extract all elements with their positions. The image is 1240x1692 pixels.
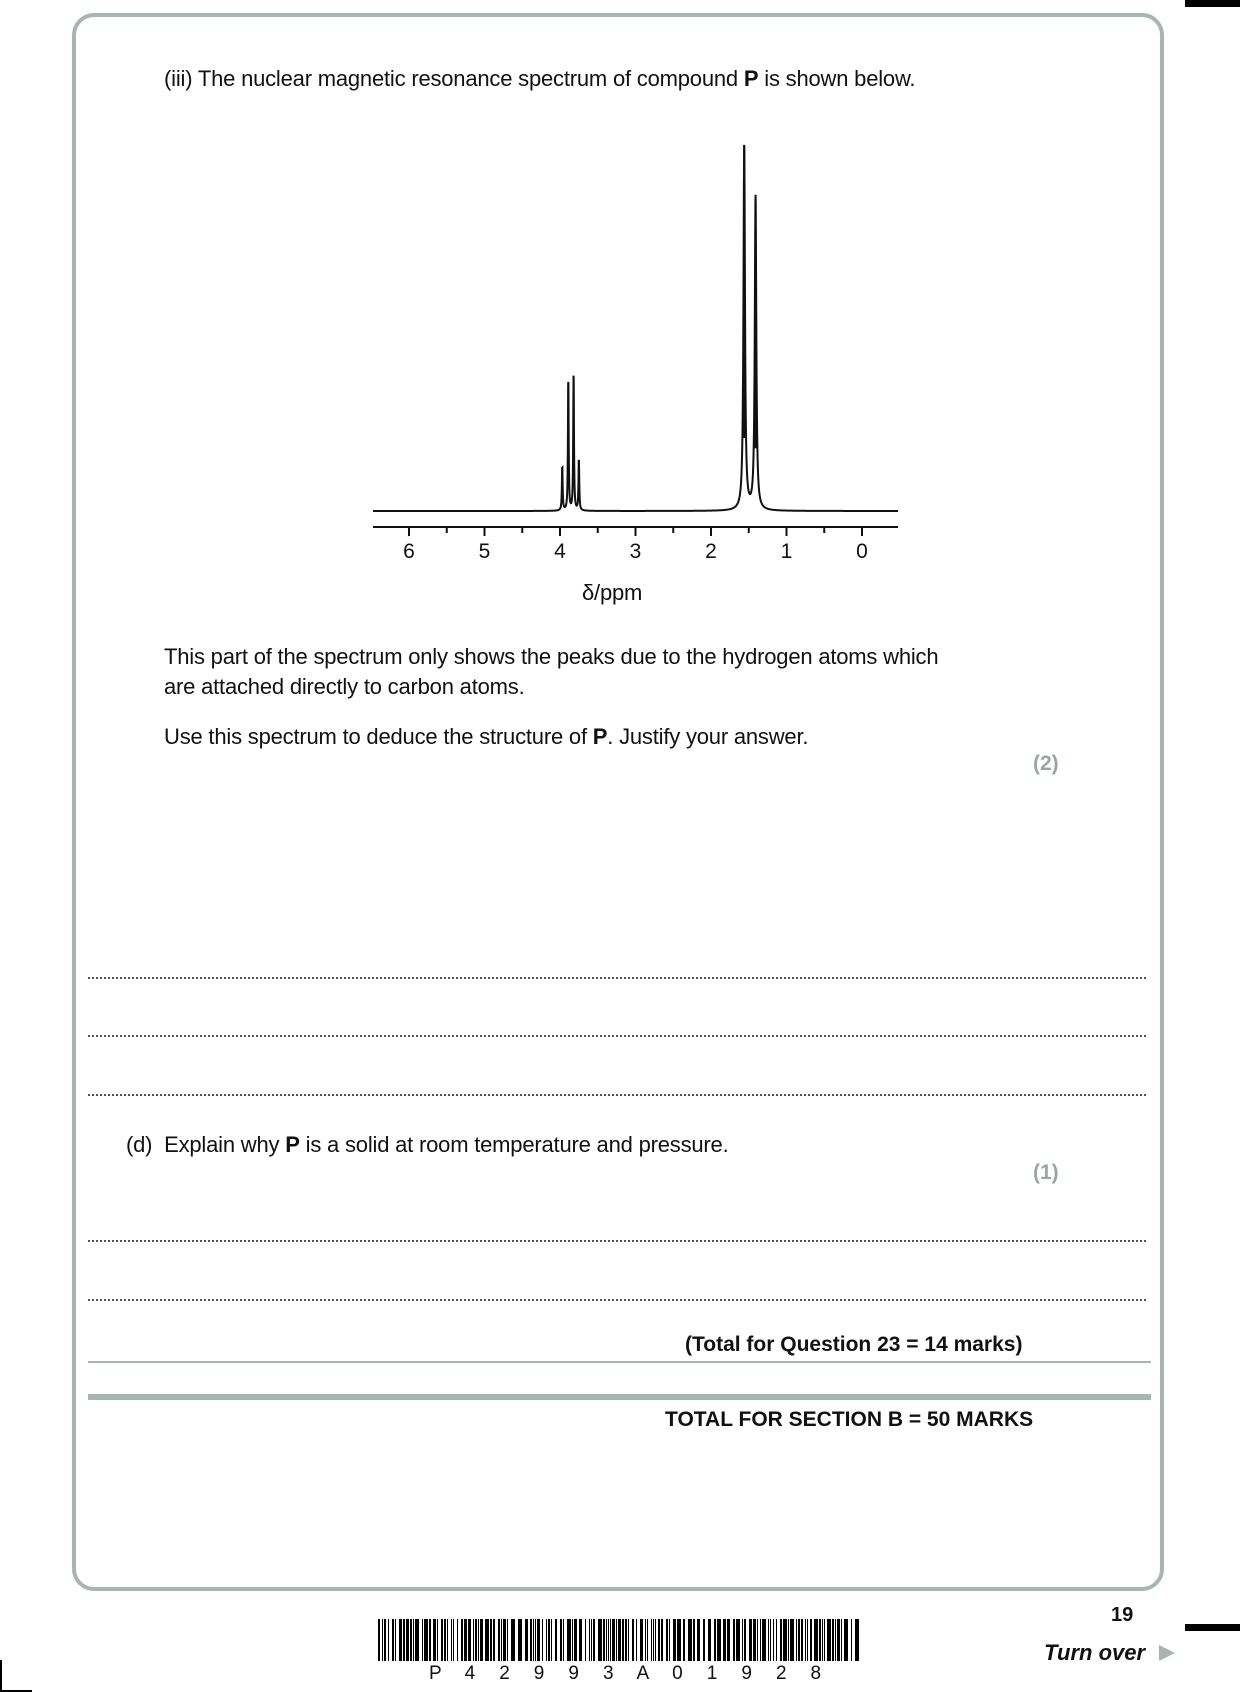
- registration-mark: [1185, 1624, 1240, 1631]
- turn-over-arrow-icon: [1157, 1643, 1177, 1663]
- answer-line[interactable]: [88, 977, 1146, 979]
- answer-line[interactable]: [88, 1035, 1146, 1037]
- total-for-question: (Total for Question 23 = 14 marks): [685, 1333, 1023, 1356]
- nmr-plot: [370, 130, 910, 610]
- spectrum-note: This part of the spectrum only shows the peaks due to the hydrogen atoms which are attached directly to carbon atoms.: [164, 644, 939, 699]
- total-for-section: TOTAL FOR SECTION B = 50 MARKS: [665, 1408, 1034, 1431]
- deduce-instruction: Use this spectrum to deduce the structure of P. Justify your answer.: [164, 724, 809, 749]
- part-label: (iii): [164, 66, 193, 91]
- part-label: (d): [126, 1132, 153, 1157]
- tick-label: 4: [554, 540, 566, 563]
- barcode-char: 9: [533, 1663, 545, 1684]
- x-axis-label: δ/ppm: [582, 580, 643, 605]
- divider-thick: [88, 1394, 1151, 1400]
- barcode-char: 3: [602, 1663, 614, 1684]
- spectrum-trace: [373, 145, 898, 511]
- tick-label: 1: [780, 540, 793, 563]
- answer-line[interactable]: [88, 1094, 1146, 1096]
- answer-line[interactable]: [88, 1240, 1146, 1242]
- barcode-char: 2: [499, 1663, 510, 1684]
- marks-part-iii: (2): [1033, 752, 1059, 775]
- tick-label: 6: [403, 540, 415, 563]
- page-number: 19: [1111, 1604, 1134, 1626]
- barcode-char: 9: [741, 1663, 752, 1684]
- barcode-text: [418, 1663, 833, 1685]
- registration-mark: [1185, 0, 1240, 7]
- nmr-spectrum-chart: [370, 130, 910, 610]
- barcode-char: A: [636, 1663, 650, 1684]
- tick-label: 3: [629, 540, 642, 563]
- registration-mark: [0, 1660, 2, 1692]
- divider-thin: [88, 1361, 1151, 1363]
- part-d-question: (d) Explain why P is a solid at room temperature and pressure.: [126, 1132, 729, 1157]
- tick-label: 0: [856, 540, 868, 563]
- barcode: [378, 1619, 863, 1666]
- marks-part-d: (1): [1033, 1161, 1059, 1184]
- barcode-char: P: [428, 1663, 442, 1684]
- turn-over: Turn over: [1044, 1640, 1177, 1666]
- barcode-char: 9: [568, 1663, 579, 1684]
- barcode-char: 4: [464, 1663, 476, 1684]
- barcode-char: 2: [775, 1663, 787, 1684]
- barcode-char: 0: [672, 1663, 683, 1684]
- barcode-char: 1: [706, 1663, 718, 1684]
- barcode-char: 8: [810, 1663, 822, 1684]
- compound-p: P: [743, 66, 759, 91]
- tick-label: 5: [478, 540, 491, 563]
- tick-label: 2: [705, 540, 717, 563]
- barcode-bars: [378, 1619, 863, 1661]
- answer-line[interactable]: [88, 1299, 1146, 1301]
- part-iii-intro: (iii) The nuclear magnetic resonance spectrum of compound P is shown below.: [164, 66, 916, 91]
